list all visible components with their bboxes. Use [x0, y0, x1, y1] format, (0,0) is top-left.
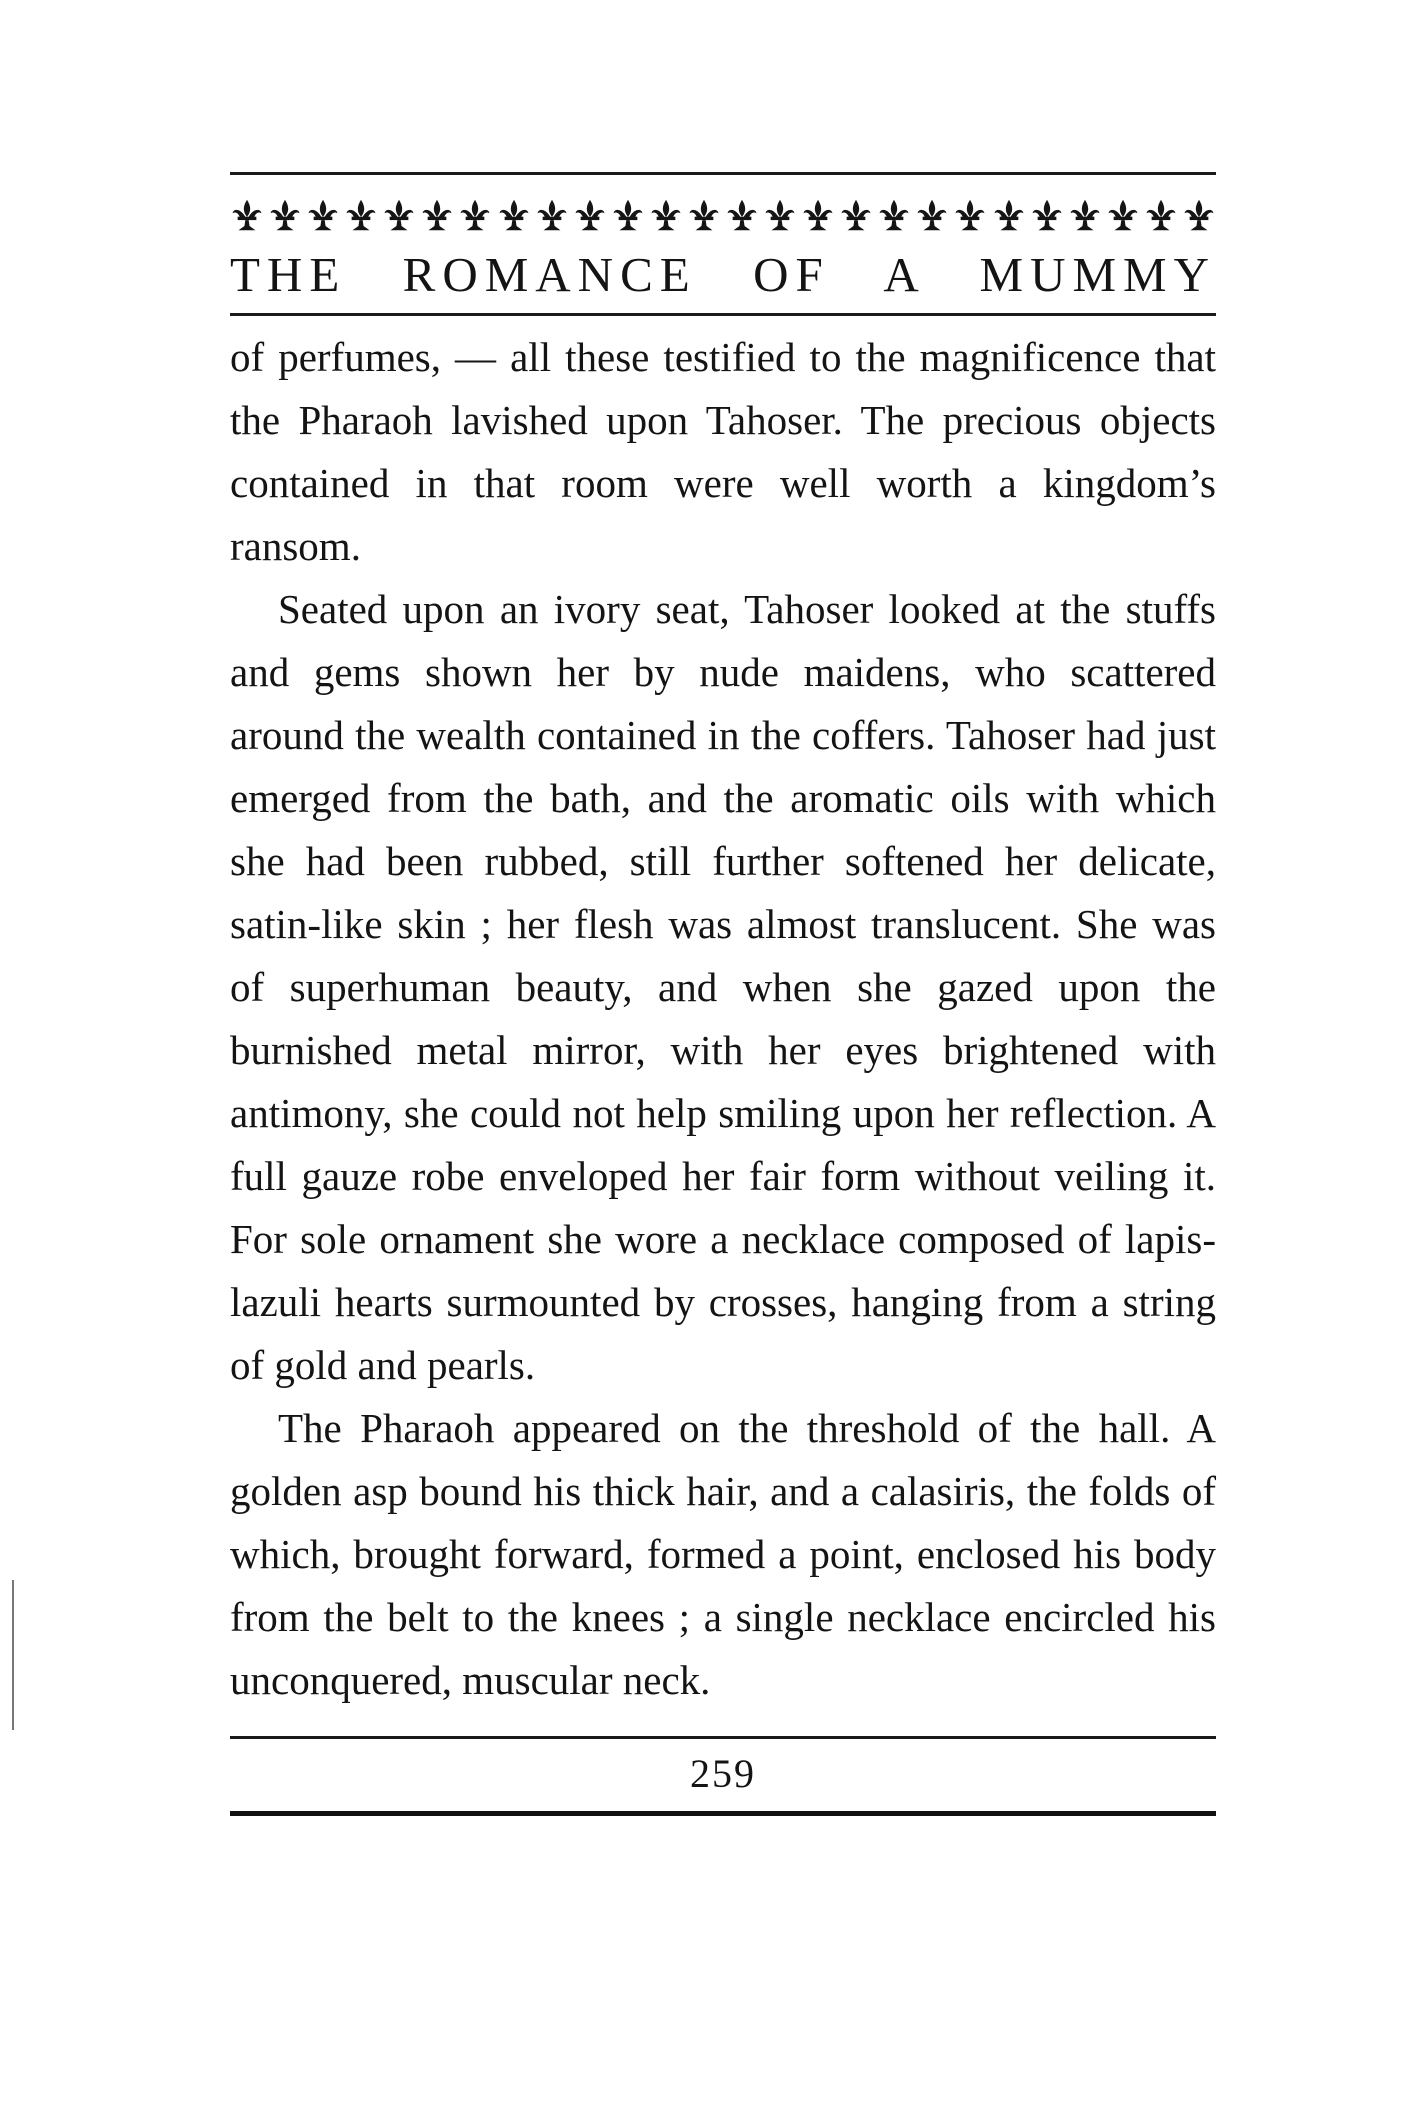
fleur-de-lis-icon — [801, 198, 835, 232]
fleur-de-lis-icon — [649, 198, 683, 232]
body-text — [230, 326, 1216, 1712]
running-head: THE ROMANCE OF A MUMMY — [230, 247, 1216, 302]
fleur-de-lis-icon — [725, 198, 759, 232]
fleur-de-lis-icon — [915, 198, 949, 232]
top-rule — [230, 172, 1216, 175]
fleur-de-lis-icon — [382, 198, 416, 232]
footer-heavy-rule — [230, 1811, 1216, 1816]
fleur-de-lis-icon — [839, 198, 873, 232]
footer-rule — [230, 1736, 1216, 1739]
fleur-de-lis-icon — [877, 198, 911, 232]
fleur-de-lis-icon — [306, 198, 340, 232]
fleur-de-lis-icon — [1030, 198, 1064, 232]
fleur-de-lis-icon — [344, 198, 378, 232]
page-number: 259 — [690, 1751, 756, 1796]
fleur-de-lis-icon — [1182, 198, 1216, 232]
fleur-de-lis-icon — [268, 198, 302, 232]
fleur-de-lis-icon — [992, 198, 1026, 232]
paragraph-2: Seated upon an ivory seat, Tahoser looked at the stuffs and gems shown her by nude maidens, who scattered around the wealth contained in the coffers. Tahoser had just emerged from the bath, and the aromatic oils with which she had been rubbed, still further softened her delicate, satin-like skin ; her flesh was almost translucent. She was of superhuman beauty, and when she gazed upon the burnished metal mirror, with her eyes brightened with antimony, she could not help smiling upon her reflection. A full gauze robe enveloped her fair form without veiling it. For sole ornament she wore a necklace composed of lapis-lazuli hearts surmounted by crosses, hanging from a string of gold and pearls. — [230, 586, 1216, 1388]
fleur-de-lis-icon — [458, 198, 492, 232]
fleur-de-lis-icon — [1068, 198, 1102, 232]
margin-mark — [12, 1580, 14, 1730]
fleur-de-lis-icon — [1106, 198, 1140, 232]
fleur-de-lis-icon — [763, 198, 797, 232]
fleur-de-lis-icon — [687, 198, 721, 232]
fleur-de-lis-icon — [420, 198, 454, 232]
fleur-de-lis-icon — [535, 198, 569, 232]
header-rule — [230, 313, 1216, 316]
fleur-de-lis-icon — [230, 198, 264, 232]
fleuron-border — [230, 193, 1216, 237]
paragraph-1: of perfumes, — all these testified to the magnificence that the Pharaoh lavished upon Tahoser. The precious objects contained in that room were well worth a kingdom’s ransom. — [230, 334, 1216, 569]
fleur-de-lis-icon — [1144, 198, 1178, 232]
paragraph-3: The Pharaoh appeared on the threshold of the hall. A golden asp bound his thick hair, and a calasiris, the folds of which, brought forward, formed a point, enclosed his body from the belt to the knees ; a single necklace encircled his unconquered, muscular neck. — [230, 1405, 1216, 1703]
fleur-de-lis-icon — [497, 198, 531, 232]
fleur-de-lis-icon — [611, 198, 645, 232]
fleur-de-lis-icon — [573, 198, 607, 232]
book-page — [230, 172, 1216, 1816]
fleur-de-lis-icon — [953, 198, 987, 232]
